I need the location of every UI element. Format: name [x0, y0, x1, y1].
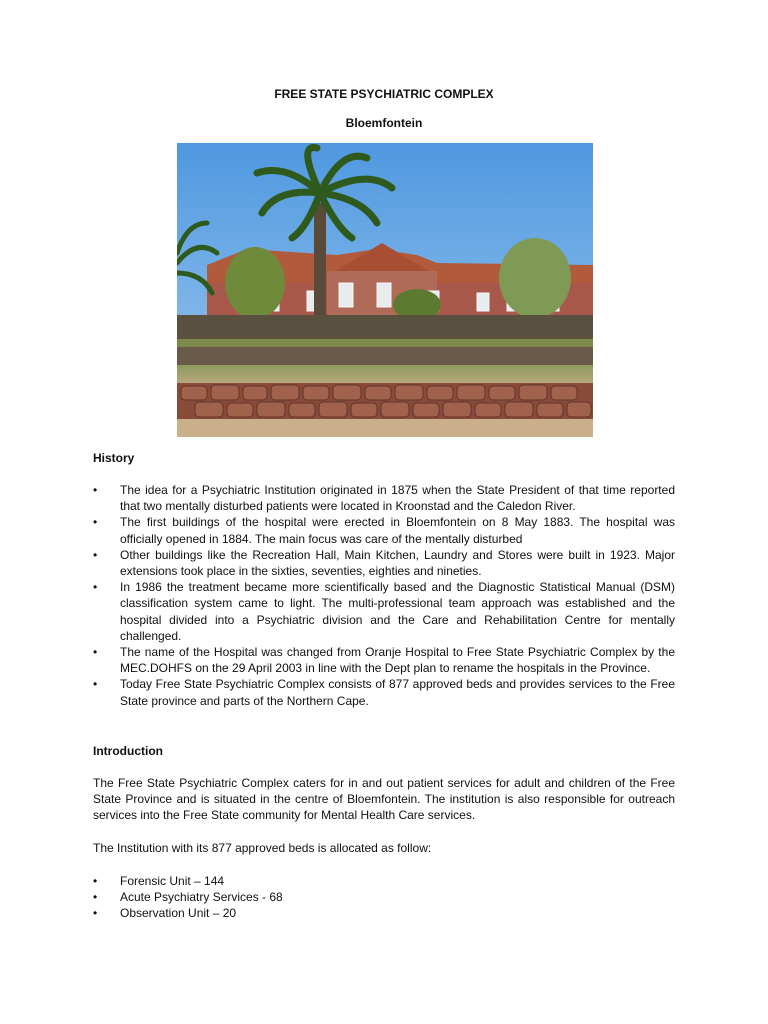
bullet-icon: •	[93, 890, 98, 905]
history-heading: History	[93, 451, 135, 465]
list-item: • The first buildings of the hospital were erected in Bloemfontein on 8 May 1883. The hospital was officially opened in 1884. The main focus was care of the mentally disturbed	[93, 515, 675, 546]
allocation-paragraph: The Institution with its 877 approved beds is allocated as follow:	[93, 841, 432, 855]
list-item: • The idea for a Psychiatric Institution originated in 1875 when the State President of that time reported that two mentally disturbed patients were located in Kroonstad and the Caledon River.	[93, 483, 675, 514]
bullet-icon: •	[93, 906, 98, 921]
bullet-icon: •	[93, 515, 98, 530]
list-item: • Other buildings like the Recreation Hall, Main Kitchen, Laundry and Stores were built in 1923. Major extensions took place in the sixties, seventies, eighties and nineties.	[93, 547, 675, 579]
bullet-icon: •	[93, 645, 98, 660]
document-title: FREE STATE PSYCHIATRIC COMPLEX	[274, 87, 494, 101]
list-item: • Forensic Unit – 144	[93, 874, 225, 888]
bullet-icon: •	[93, 874, 98, 888]
list-item: • The name of the Hospital was changed from Oranje Hospital to Free State Psychiatric Complex by the MEC.DOHFS on the 29 April 2003 in line with the Dept plan to rename the hospitals in the Province.	[93, 645, 675, 676]
history-list	[93, 482, 675, 709]
bullet-icon: •	[93, 580, 98, 595]
list-item: • In 1986 the treatment became more scientifically based and the Diagnostic Statistical Manual (DSM) classification system came to light. The multi-professional team approach was established and the hospital divided into a Psychiatric division and the Care and Rehabilitation Centre for mentally challenged.	[93, 580, 675, 643]
list-item: • Acute Psychiatry Services - 68	[93, 890, 283, 905]
list-item: • Observation Unit – 20	[93, 906, 237, 921]
hospital-building-photo	[177, 143, 593, 437]
bullet-icon: •	[93, 677, 98, 692]
introduction-paragraph: The Free State Psychiatric Complex caters for in and out patient services for adult and children of the Free State Province and is situated in the centre of Bloemfontein. The institution is also responsible for outreach services into the Free State community for Mental Health Care services.	[93, 776, 675, 823]
bullet-icon: •	[93, 483, 98, 497]
list-item: • Today Free State Psychiatric Complex consists of 877 approved beds and provides services to the Free State province and parts of the Northern Cape.	[93, 677, 675, 708]
bullet-icon: •	[93, 547, 98, 562]
unit-list	[93, 873, 675, 922]
document-subtitle: Bloemfontein	[345, 116, 423, 130]
introduction-heading: Introduction	[93, 744, 163, 758]
